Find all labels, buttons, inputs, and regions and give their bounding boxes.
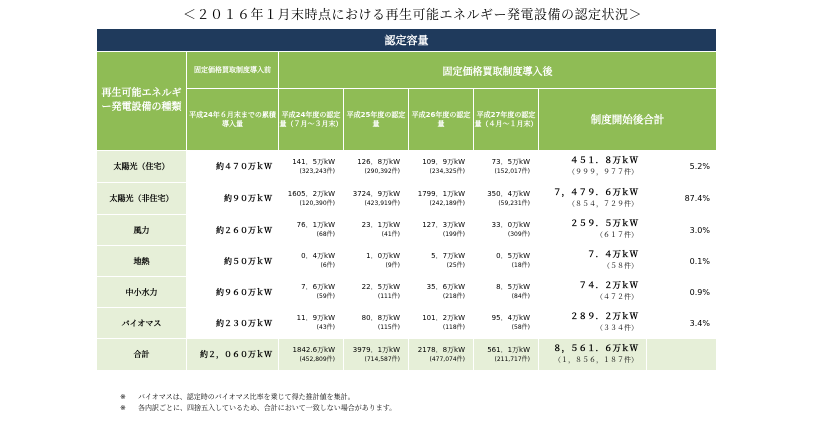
- h25-value: 22．5万kW (111件): [344, 277, 409, 308]
- table-row: [97, 183, 717, 215]
- before-value: 約５０万ｋＷ: [187, 246, 279, 277]
- sum-h25: 3979．1万kW (714,587件): [344, 339, 409, 371]
- h26-value: 109．9万kW (234,325件): [409, 151, 474, 183]
- before-header: 固定価格買取制度導入前: [187, 52, 279, 89]
- row-name: 中小水力: [97, 277, 187, 308]
- share-percent: 87.4%: [647, 183, 717, 215]
- sum-h26: 2178．8万kW (477,074件): [409, 339, 474, 371]
- col-total: 制度開始後合計: [539, 89, 717, 151]
- h24-value: 1605．2万kW (120,390件): [279, 183, 344, 215]
- sum-before: 約２，０６０万ｋＷ: [187, 339, 279, 371]
- sum-total: ８，５６１．６万ｋＷ （１，８５６，１８７件）: [539, 339, 647, 371]
- total-value: ２８９．２万ｋＷ （３３４件）: [539, 308, 647, 339]
- page-title: ＜２０１６年１月末時点における再生可能エネルギー発電設備の認定状況＞: [182, 8, 642, 23]
- h26-value: 127．3万kW (199件): [409, 215, 474, 246]
- table-row: [97, 215, 717, 246]
- h24-value: 11．9万kW (43件): [279, 308, 344, 339]
- h24-value: 0．4万kW (6件): [279, 246, 344, 277]
- before-value: 約９０万ｋＷ: [187, 183, 279, 215]
- total-value: ７．４万ｋＷ （５８件）: [539, 246, 647, 277]
- total-value: ４５１．８万ｋＷ （９９９，９７７件）: [539, 151, 647, 183]
- share-percent: 0.1%: [647, 246, 717, 277]
- total-value: ７４．２万ｋＷ （４７２件）: [539, 277, 647, 308]
- h26-value: 1799．1万kW (242,189件): [409, 183, 474, 215]
- table-row: [97, 246, 717, 277]
- h27-value: 33．0万kW (309件): [474, 215, 539, 246]
- h24-value: 7．6万kW (59件): [279, 277, 344, 308]
- footnotes: [120, 392, 396, 414]
- share-percent: 3.0%: [647, 215, 717, 246]
- row-name: 風力: [97, 215, 187, 246]
- before-value: 約４７０万ｋＷ: [187, 151, 279, 183]
- col-h25: 平成25年度の認定量: [344, 89, 409, 151]
- sum-h24: 1842.6万kW (452,809件): [279, 339, 344, 371]
- h24-value: 76．1万kW (68件): [279, 215, 344, 246]
- row-name: 太陽光（非住宅）: [97, 183, 187, 215]
- sum-row: [97, 339, 717, 371]
- h26-value: 5．7万kW (25件): [409, 246, 474, 277]
- top-header: 認定容量: [97, 29, 717, 52]
- share-percent: 0.9%: [647, 277, 717, 308]
- share-percent: 3.4%: [647, 308, 717, 339]
- h25-value: 23．1万kW (41件): [344, 215, 409, 246]
- type-header: 再生可能エネルギー発電設備の種類: [97, 52, 187, 151]
- col-h26: 平成26年度の認定量: [409, 89, 474, 151]
- certification-table: [96, 28, 717, 371]
- share-percent: 5.2%: [647, 151, 717, 183]
- h24-value: 141．5万kW (323,243件): [279, 151, 344, 183]
- table-row: [97, 277, 717, 308]
- h25-value: 1．0万kW (9件): [344, 246, 409, 277]
- col-h27: 平成27年度の認定量（４月～１月末）: [474, 89, 539, 151]
- row-name: 太陽光（住宅）: [97, 151, 187, 183]
- h27-value: 350．4万kW (59,231件): [474, 183, 539, 215]
- h25-value: 80．8万kW (115件): [344, 308, 409, 339]
- sum-name: 合計: [97, 339, 187, 371]
- row-name: 地熱: [97, 246, 187, 277]
- before-value: 約９６０万ｋＷ: [187, 277, 279, 308]
- h27-value: 0．5万kW (18件): [474, 246, 539, 277]
- h27-value: 95．4万kW (58件): [474, 308, 539, 339]
- col-before: 平成24年６月末までの累積導入量: [187, 89, 279, 151]
- table-row: [97, 308, 717, 339]
- h26-value: 101．2万kW (118件): [409, 308, 474, 339]
- h27-value: 73．5万kW (152,017件): [474, 151, 539, 183]
- total-value: ２５９．５万ｋＷ （６１７件）: [539, 215, 647, 246]
- h25-value: 126．8万kW (290,392件): [344, 151, 409, 183]
- col-h24: 平成24年度の認定量（７月～３月末）: [279, 89, 344, 151]
- after-header: 固定価格買取制度導入後: [279, 52, 717, 89]
- total-value: ７，４７９．６万ｋＷ （８５４，７２９件）: [539, 183, 647, 215]
- sum-empty: [647, 339, 717, 371]
- h27-value: 8．5万kW (84件): [474, 277, 539, 308]
- footnote: ※ 各内訳ごとに、四捨五入しているため、合計において一致しない場合があります。: [120, 404, 397, 412]
- h26-value: 35．6万kW (218件): [409, 277, 474, 308]
- footnote: ※ バイオマスは、認定時のバイオマス比率を乗じて得た推計値を集計。: [120, 393, 355, 401]
- before-value: 約２３０万ｋＷ: [187, 308, 279, 339]
- row-name: バイオマス: [97, 308, 187, 339]
- before-value: 約２６０万ｋＷ: [187, 215, 279, 246]
- table-row: [97, 151, 717, 183]
- h25-value: 3724．9万kW (423,919件): [344, 183, 409, 215]
- sum-h27: 561．1万kW (211,717件): [474, 339, 539, 371]
